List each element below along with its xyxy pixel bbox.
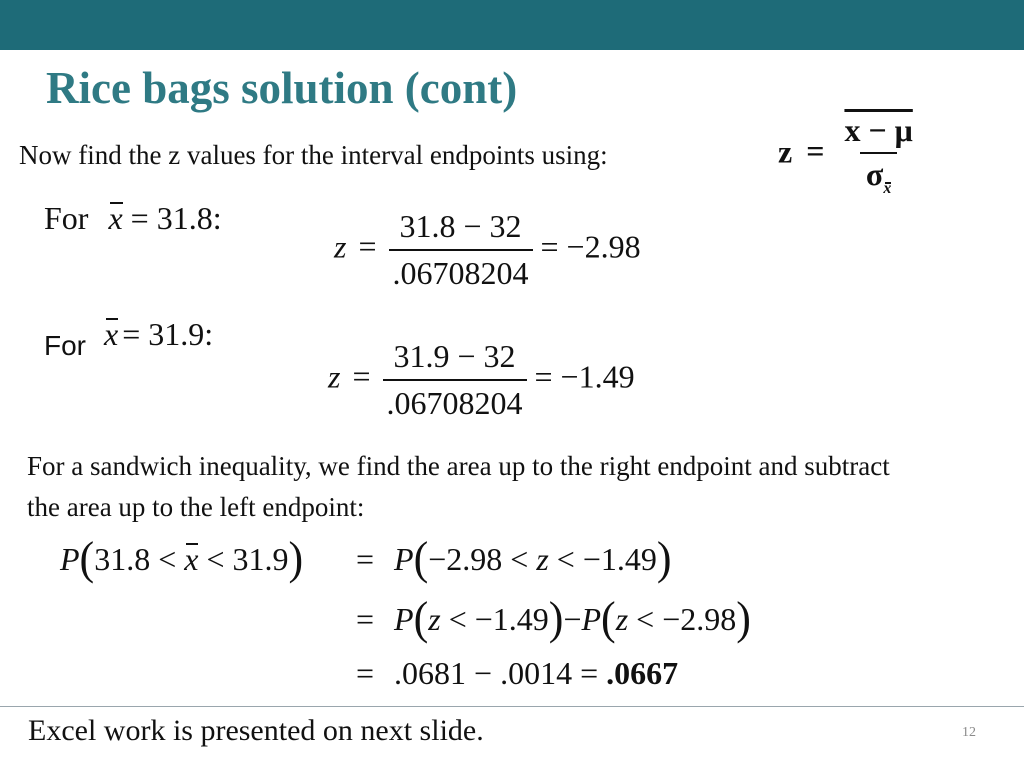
z-formula-denominator (860, 152, 897, 198)
case2-value: = 31.9: (122, 316, 214, 352)
prob-line2-z1: z (428, 601, 441, 637)
footer-note: Excel work is presented on next slide. (28, 714, 484, 747)
paren-open: ( (413, 592, 429, 645)
case2-result: = −1.49 (534, 358, 635, 395)
prob-line2-b: < −2.98 (636, 601, 737, 637)
prob-xbar: x (184, 541, 199, 577)
case1-z: z (334, 228, 347, 265)
page-number: 12 (962, 725, 976, 740)
case2-z: z (328, 358, 341, 395)
prob-line3-expr: .0681 − .0014 = (394, 655, 599, 691)
case2-eq: = (352, 358, 371, 395)
paren-close: ) (548, 592, 564, 645)
prob-line2-eq: = (356, 601, 375, 637)
prob-line2-P2: P (581, 601, 602, 637)
prob-line1-z: z (536, 541, 549, 577)
case2-denominator: .06708204 (383, 379, 527, 422)
case2-xbar: x (104, 316, 119, 352)
case1-denominator: .06708204 (389, 249, 533, 292)
paren-open: ( (413, 532, 429, 585)
prob-line2-P1: P (394, 601, 414, 637)
prob-line3 (356, 655, 678, 692)
case1-equation (334, 208, 641, 292)
case1-value: = 31.8: (130, 200, 222, 236)
case1-result: = −2.98 (540, 228, 641, 265)
case2-label: For (44, 330, 86, 361)
slide-title: Rice bags solution (cont) (46, 63, 518, 113)
sigma-symbol: σ (865, 156, 884, 192)
explanation-paragraph: For a sandwich inequality, we find the area up to the right endpoint and subtract the area up to the left endpoint: (27, 451, 890, 522)
prob-line3-eq: = (356, 655, 375, 691)
prob-line2-a: < −1.49 (448, 601, 549, 637)
paren-close: ) (288, 532, 304, 585)
z-formula (778, 112, 919, 198)
prob-line1-eq: = (356, 541, 375, 577)
case1-numerator: 31.8 − 32 (399, 208, 522, 244)
prob-line1-P: P (394, 541, 414, 577)
prob-line1-lhs (60, 533, 303, 584)
footer-divider (0, 706, 1024, 707)
prob-line1-upper: < −1.49 (556, 541, 657, 577)
intro-text: Now find the z values for the interval endpoints using: (19, 140, 608, 170)
case1-fraction (389, 208, 533, 292)
prob-line1-rhs (356, 533, 672, 584)
prob-line2 (356, 593, 751, 644)
prob-lower: 31.8 < (94, 541, 177, 577)
case2-fraction (383, 338, 527, 422)
case1-condition (44, 200, 222, 237)
top-banner (0, 0, 1024, 50)
paren-open: ( (601, 592, 616, 645)
z-formula-fraction (838, 112, 918, 198)
paren-open: ( (79, 532, 95, 585)
paren-close: ) (656, 532, 672, 585)
sigma-subscript: x (883, 180, 892, 197)
prob-upper: < 31.9 (206, 541, 289, 577)
case1-label: For (44, 200, 89, 236)
case2-numerator: 31.9 − 32 (393, 338, 516, 374)
prob-line2-z2: z (615, 601, 629, 637)
case1-eq: = (358, 228, 377, 265)
prob-line1-lower: −2.98 < (428, 541, 529, 577)
case1-xbar: x (108, 200, 123, 236)
z-formula-numerator: x − μ (844, 112, 913, 148)
case2-equation (328, 338, 635, 422)
paren-close: ) (736, 592, 751, 645)
prob-line3-result: .0667 (606, 655, 679, 691)
prob-P: P (60, 541, 80, 577)
case2-condition (44, 316, 213, 362)
z-formula-lhs: z (778, 133, 793, 170)
z-formula-eq: = (806, 133, 825, 170)
prob-line2-minus: − (563, 601, 582, 637)
